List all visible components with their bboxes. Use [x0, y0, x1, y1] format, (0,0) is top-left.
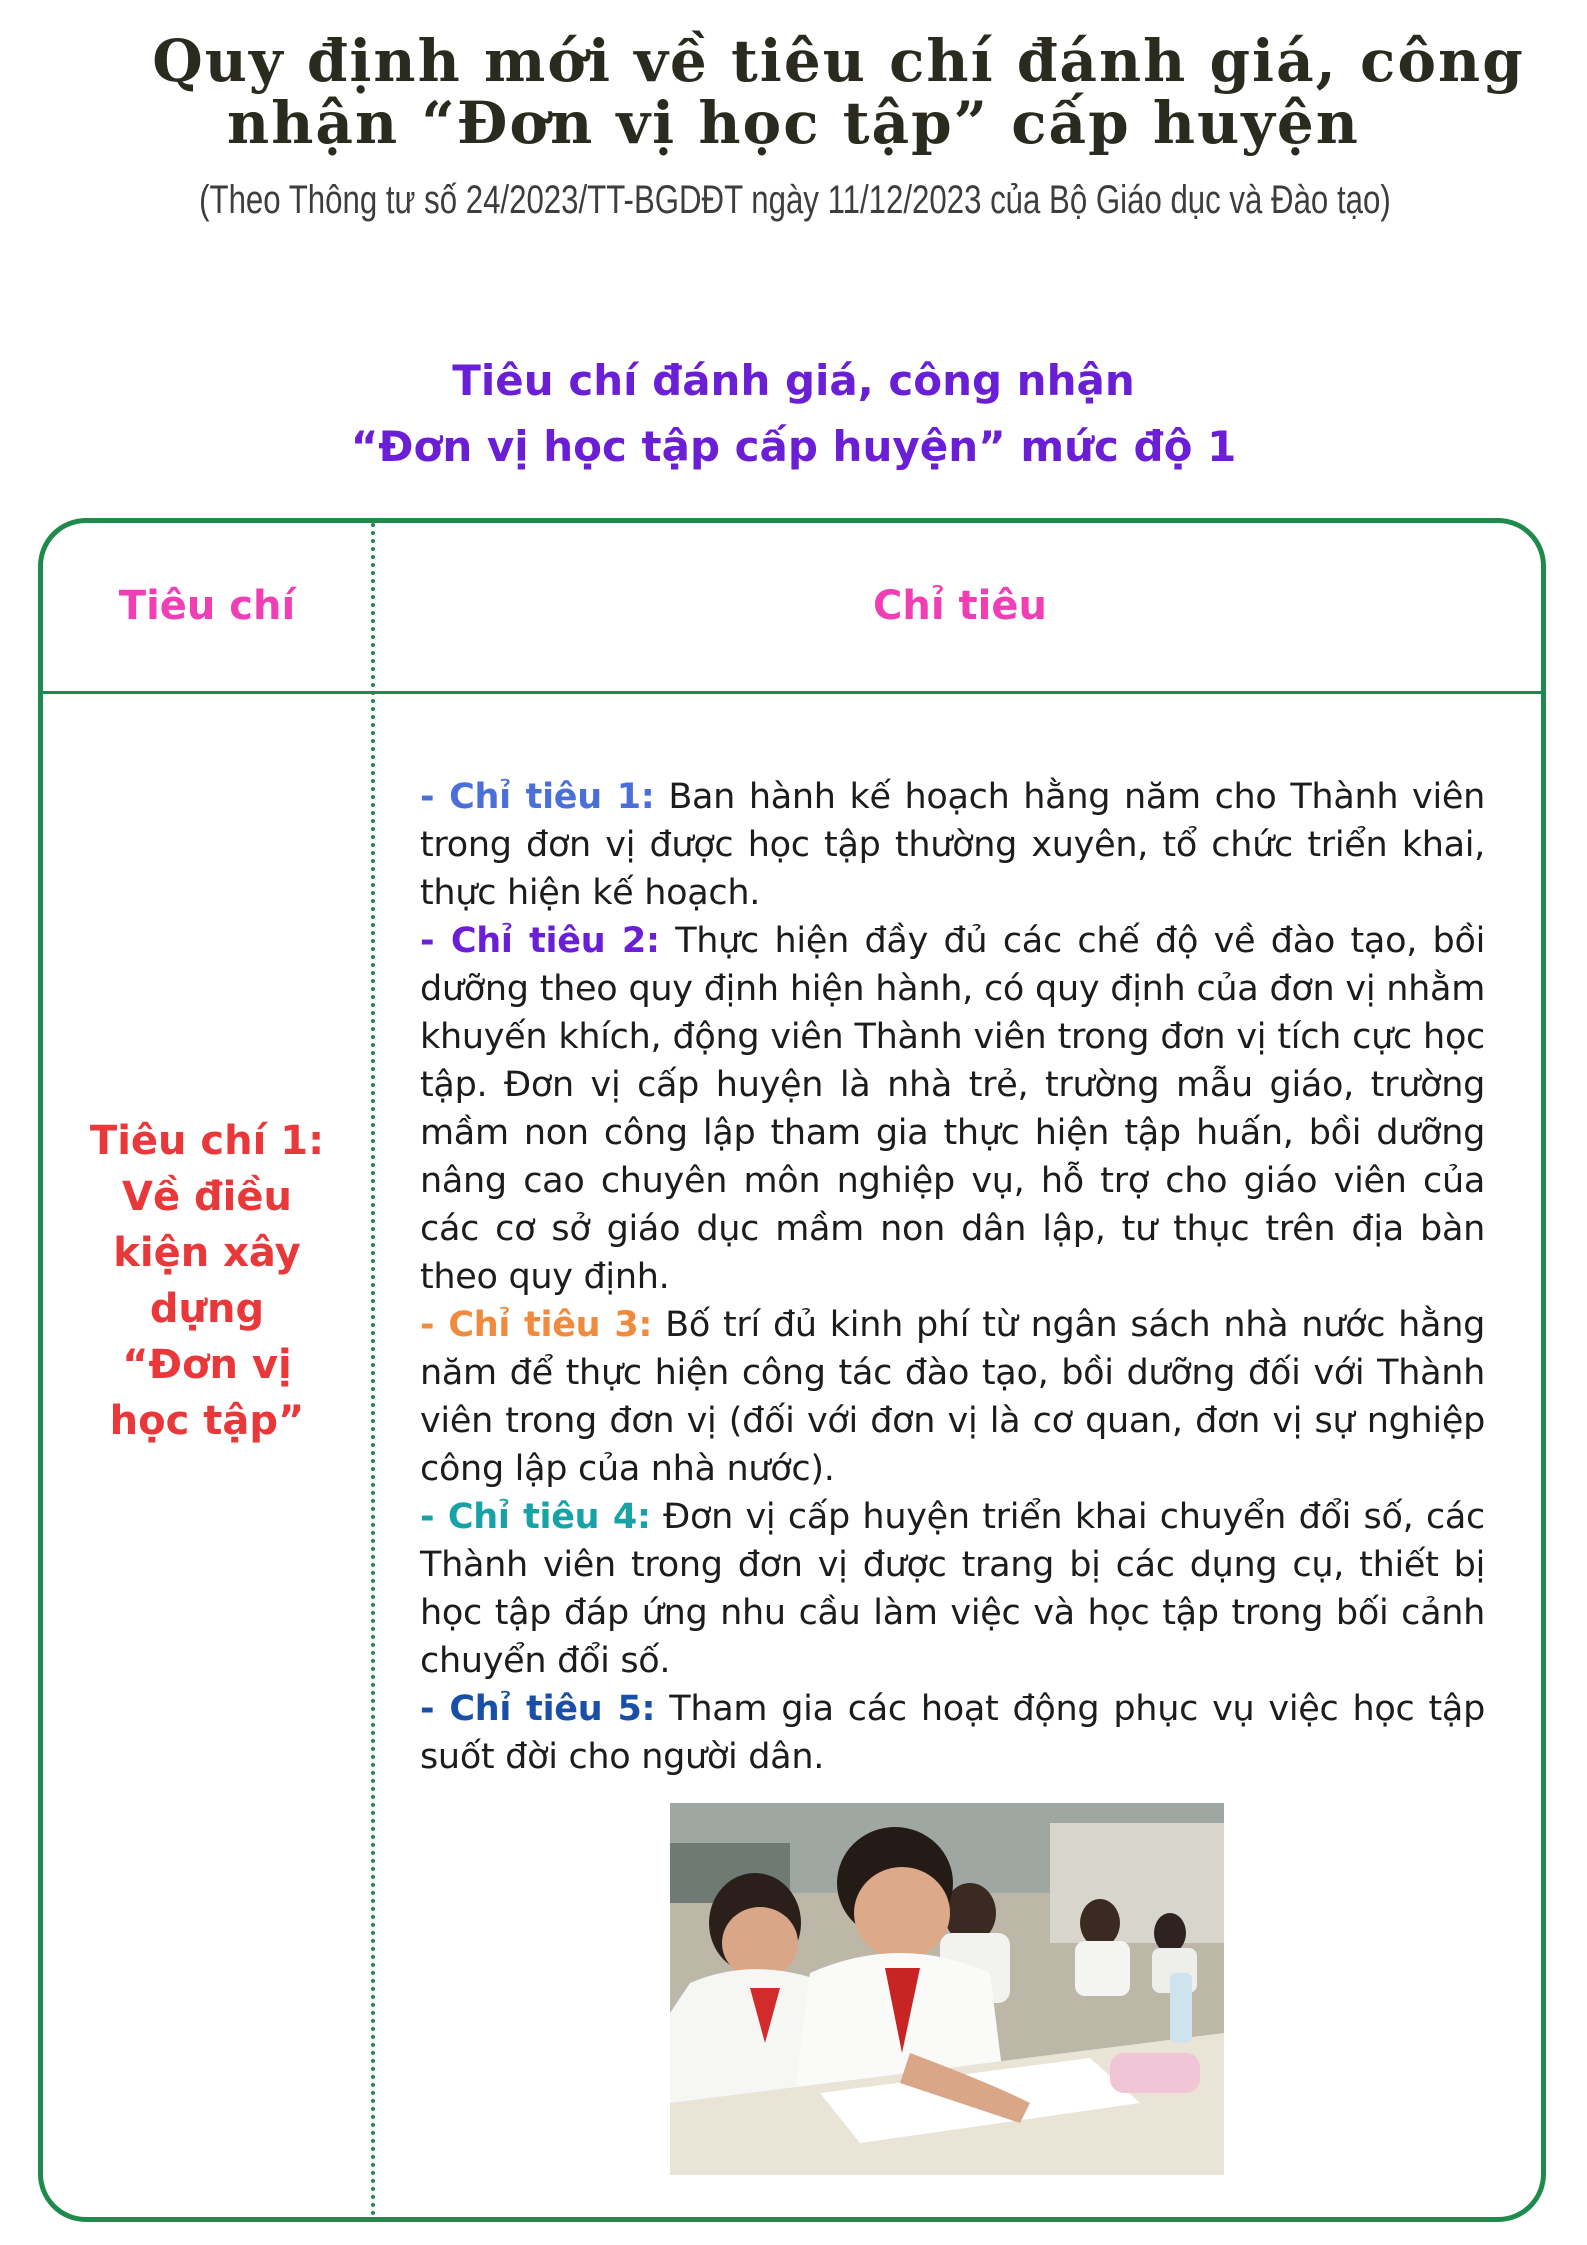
target-item [420, 917, 1485, 1301]
target-item [420, 1493, 1485, 1685]
criterion-line: Tiêu chí 1: [89, 1118, 325, 1164]
classroom-illustration [670, 1803, 1224, 2175]
target-item [420, 1685, 1485, 1781]
target-label: - Chỉ tiêu 2: [420, 921, 660, 961]
column-header-criterion: Tiêu chí [118, 583, 296, 629]
target-label: - Chỉ tiêu 5: [420, 1689, 656, 1729]
target-label: - Chỉ tiêu 3: [420, 1305, 653, 1345]
target-text: Đơn vị cấp huyện triển khai chuyển đổi số, các Thành viên trong đơn vị được trang bị các dụng cụ, thiết bị học tập đáp ứng nhu cầu làm việc và học tập trong bối cảnh chuyển đổi số. [420, 1497, 1485, 1681]
source-note: (Theo Thông tư số 24/2023/TT-BGDĐT ngày 11/12/2023 của Bộ Giáo dục và Đào tạo) [199, 178, 1391, 222]
target-label: - Chỉ tiêu 4: [420, 1497, 651, 1537]
target-text: Tham gia các hoạt động phục vụ việc học tập suốt đời cho người dân. [420, 1689, 1485, 1777]
target-item [420, 1301, 1485, 1493]
column-header-targets: Chỉ tiêu [873, 583, 1047, 629]
classroom-photo [670, 1803, 1224, 2175]
title-line-1: Quy định mới về tiêu chí đánh giá, công [152, 27, 1525, 95]
target-text: Bố trí đủ kinh phí từ ngân sách nhà nước hằng năm để thực hiện công tác đào tạo, bồi dưỡng đối với Thành viên trong đơn vị (đối với đơn vị là cơ quan, đơn vị sự nghiệp công lập của nhà nước). [420, 1305, 1485, 1489]
section-subtitle [0, 348, 1587, 480]
criterion-line: học tập” [109, 1398, 305, 1444]
column-divider [371, 523, 375, 2217]
target-text: Ban hành kế hoạch hằng năm cho Thành viên trong đơn vị được học tập thường xuyên, tổ chức triển khai, thực hiện kế hoạch. [420, 777, 1486, 913]
criterion-line: dựng [149, 1286, 265, 1332]
criterion-line: Về điều [122, 1174, 292, 1220]
target-text: Thực hiện đầy đủ các chế độ về đào tạo, bồi dưỡng theo quy định hiện hành, có quy định của đơn vị nhằm khuyến khích, động viên Thành viên trong đơn vị tích cực học tập. Đơn vị cấp huyện là nhà trẻ, trường mẫu giáo, trường mầm non công lập tham gia thực hiện tập huấn, bồi dưỡng nâng cao chuyên môn nghiệp vụ, hỗ trợ cho giáo viên của các cơ sở giáo dục mầm non dân lập, tư thục trên địa bàn theo quy định. [420, 921, 1486, 1297]
page-title [0, 27, 1587, 157]
subtitle-line-1: Tiêu chí đánh giá, công nhận [452, 356, 1135, 405]
criteria-table [38, 518, 1546, 2222]
targets-cell [420, 773, 1485, 1781]
subtitle-line-2: “Đơn vị học tập cấp huyện” mức độ 1 [350, 422, 1237, 471]
criterion-line: kiện xây [113, 1230, 301, 1276]
criterion-line: “Đơn vị [122, 1342, 292, 1388]
title-line-2: nhận “Đơn vị học tập” cấp huyện [227, 89, 1360, 157]
target-label: - Chỉ tiêu 1: [420, 777, 655, 817]
criterion-cell [43, 1113, 371, 1449]
target-item [420, 773, 1485, 917]
header-divider [43, 691, 1541, 694]
